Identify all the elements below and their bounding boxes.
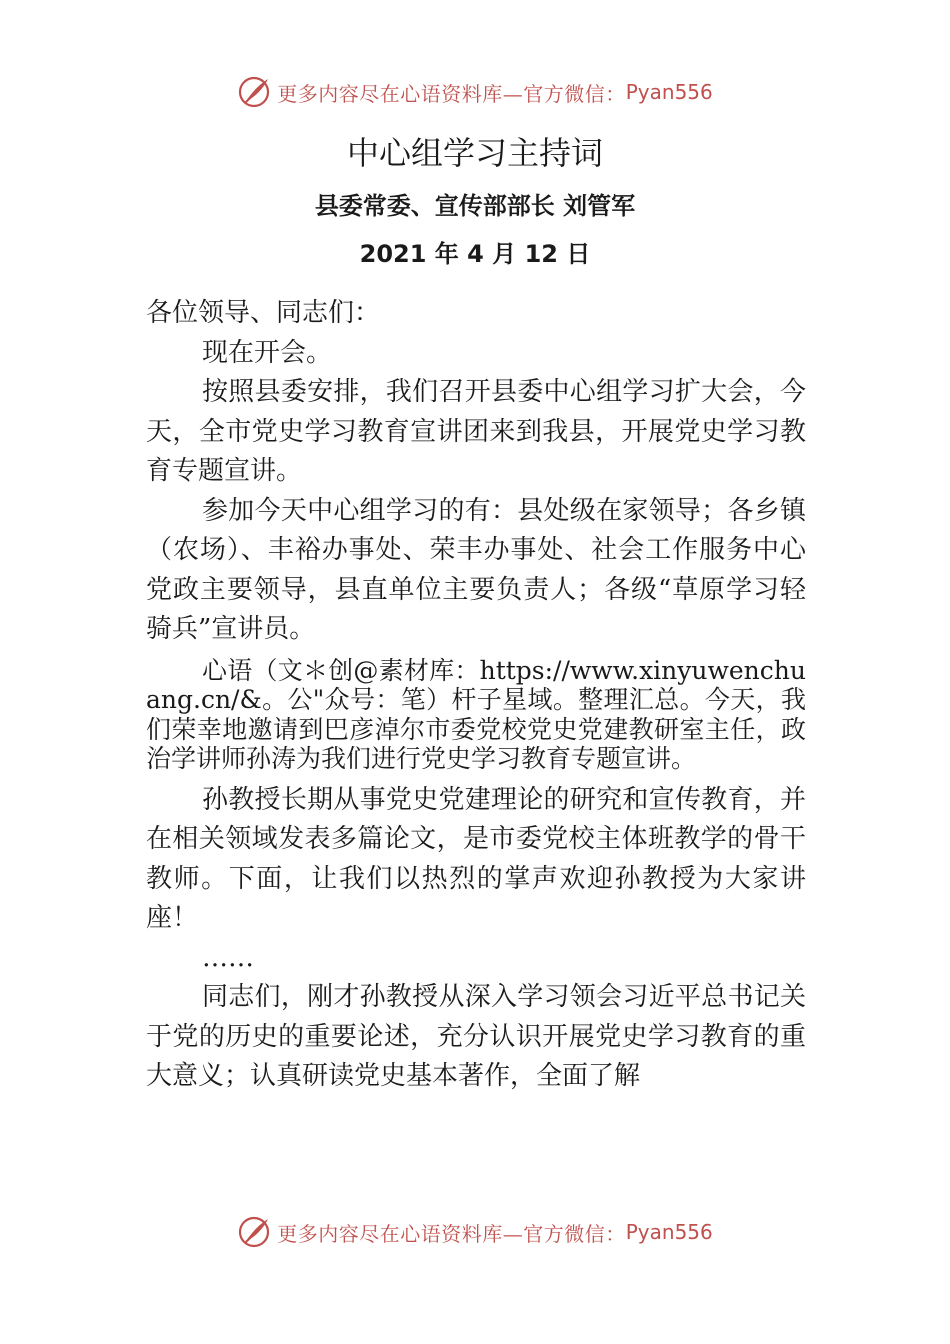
watermark-text: 更多内容尽在心语资料库—官方微信： — [277, 81, 626, 106]
document-date: 2021 年 4 月 12 日 — [359, 240, 591, 268]
paragraph-6: 同志们，刚才孙教授从深入学习领会习近平总书记关于党的历史的重要论述，充分认识开展党史学习教育的重大意义；认真研读党史基本著作，全面了解 — [146, 982, 806, 1091]
footer-watermark — [0, 1210, 950, 1254]
watermark-text: 更多内容尽在心语资料库—官方微信： — [277, 1221, 626, 1246]
document-body — [146, 294, 806, 1097]
paragraph-2: 按照县委安排，我们召开县委中心组学习扩大会，今天，全市党史学习教育宣讲团来到我县，开展党史学习教育专题宣讲。 — [146, 377, 806, 486]
paragraph-1: 现在开会。 — [202, 337, 333, 368]
document-title: 中心组学习主持词 — [346, 134, 603, 172]
paragraph-5: 孙教授长期从事党史党建理论的研究和宣传教育，并在相关领域发表多篇论文，是市委党校主体班教学的骨干教师。下面，让我们以热烈的掌声欢迎孙教授为大家讲座！ — [146, 784, 806, 933]
watermark-wechat-id: Pyan556 — [625, 80, 713, 104]
document-author: 县委常委、宣传部部长 刘管军 — [314, 192, 636, 220]
ellipsis: …… — [202, 942, 254, 973]
watermark-wechat-id: Pyan556 — [625, 1220, 713, 1244]
quill-logo-icon — [237, 1214, 273, 1250]
header-watermark — [0, 70, 950, 114]
paragraph-3: 参加今天中心组学习的有：县处级在家领导；各乡镇（农场）、丰裕办事处、荣丰办事处、社会工作服务中心党政主要领导，县直单位主要负责人；各级“草原学习轻骑兵”宣讲员。 — [146, 495, 806, 644]
quill-logo-icon — [237, 74, 273, 110]
paragraph-4: 心语（文＊创@素材库：https://www.xinyuwenchuang.cn/&。公"众号：笔）杆子星域。整理汇总。今天，我们荣幸地邀请到巴彦淖尔市委党校党史党建教研室主任，政治学讲师孙涛为我们进行党史学习教育专题宣讲。 — [146, 655, 806, 773]
greeting: 各位领导、同志们： — [146, 298, 381, 328]
